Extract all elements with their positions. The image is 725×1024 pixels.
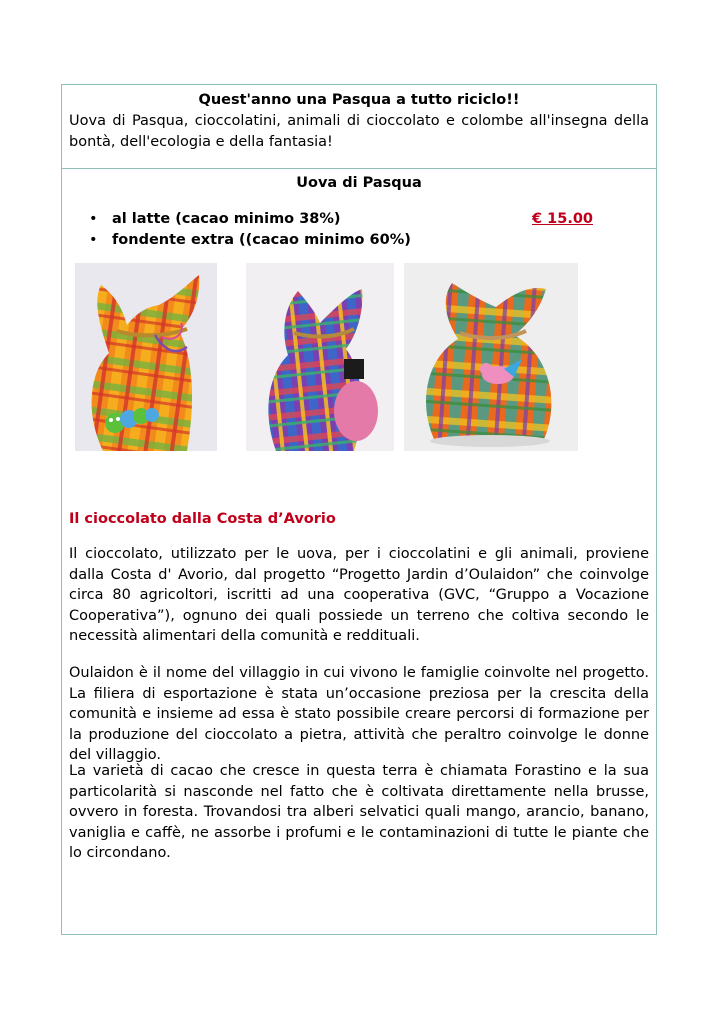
list-item — [86, 230, 606, 251]
bullet-icon: • — [89, 232, 98, 248]
egg-bag-photo-1 — [75, 263, 217, 451]
content-frame — [61, 84, 657, 935]
price-link[interactable]: € 15.00 — [532, 211, 594, 227]
intro-title: Quest'anno una Pasqua a tutto riciclo!! — [198, 92, 520, 108]
bullet-icon: • — [89, 211, 98, 227]
chocolate-heading: Il cioccolato dalla Costa d’Avorio — [69, 511, 336, 527]
section-divider — [62, 168, 656, 169]
intro-text: Uova di Pasqua, cioccolatini, animali di cioccolato e colombe all'insegna della bontà, dell'ecologia e della fantasia! — [69, 113, 649, 150]
paragraph: La varietà di cacao che cresce in questa terra è chiamata Forastino e la sua particolarità si nasconde nel fatto che è coltivata direttamente nella brusse, ovvero in foresta. Trovandosi tra alberi selvatici quali mango, arancio, banano, vaniglia e caffè, ne assorbe i profumi e le contaminazioni di tutte le piante che lo circondano. — [69, 763, 649, 861]
item-label: fondente extra ((cacao minimo 60%) — [112, 232, 411, 248]
paragraph: Il cioccolato, utilizzato per le uova, per i cioccolatini e gli animali, proviene dalla Costa d' Avorio, dal progetto “Progetto Jardin d’Oulaidon” che coinvolge circa 80 agricoltori, iscritti ad una cooperativa (GVC, “Gruppo a Vocazione Cooperativa”), ognuno dei quali possiede un terreno che coltiva secondo le necessità alimentari della comunità e reddituali. — [69, 546, 649, 644]
item-label: al latte (cacao minimo 38%) — [112, 211, 341, 227]
eggs-list — [86, 209, 606, 251]
list-item — [86, 209, 606, 230]
label-tag — [344, 359, 364, 379]
egg-bag-photo-3 — [404, 263, 578, 451]
intro-section — [69, 90, 649, 153]
hang-tag — [334, 381, 378, 441]
egg-bag-photo-2 — [246, 263, 394, 451]
paragraph: Oulaidon è il nome del villaggio in cui vivono le famiglie coinvolte nel progetto. La filiera di esportazione è stata un’occasione preziosa per la crescita della comunità e insieme ad essa è stato possibile creare percorsi di formazione per la produzione del cioccolato a pietra, attività che peraltro coinvolge le donne del villaggio. — [69, 665, 649, 763]
eggs-title: Uova di Pasqua — [296, 175, 422, 191]
